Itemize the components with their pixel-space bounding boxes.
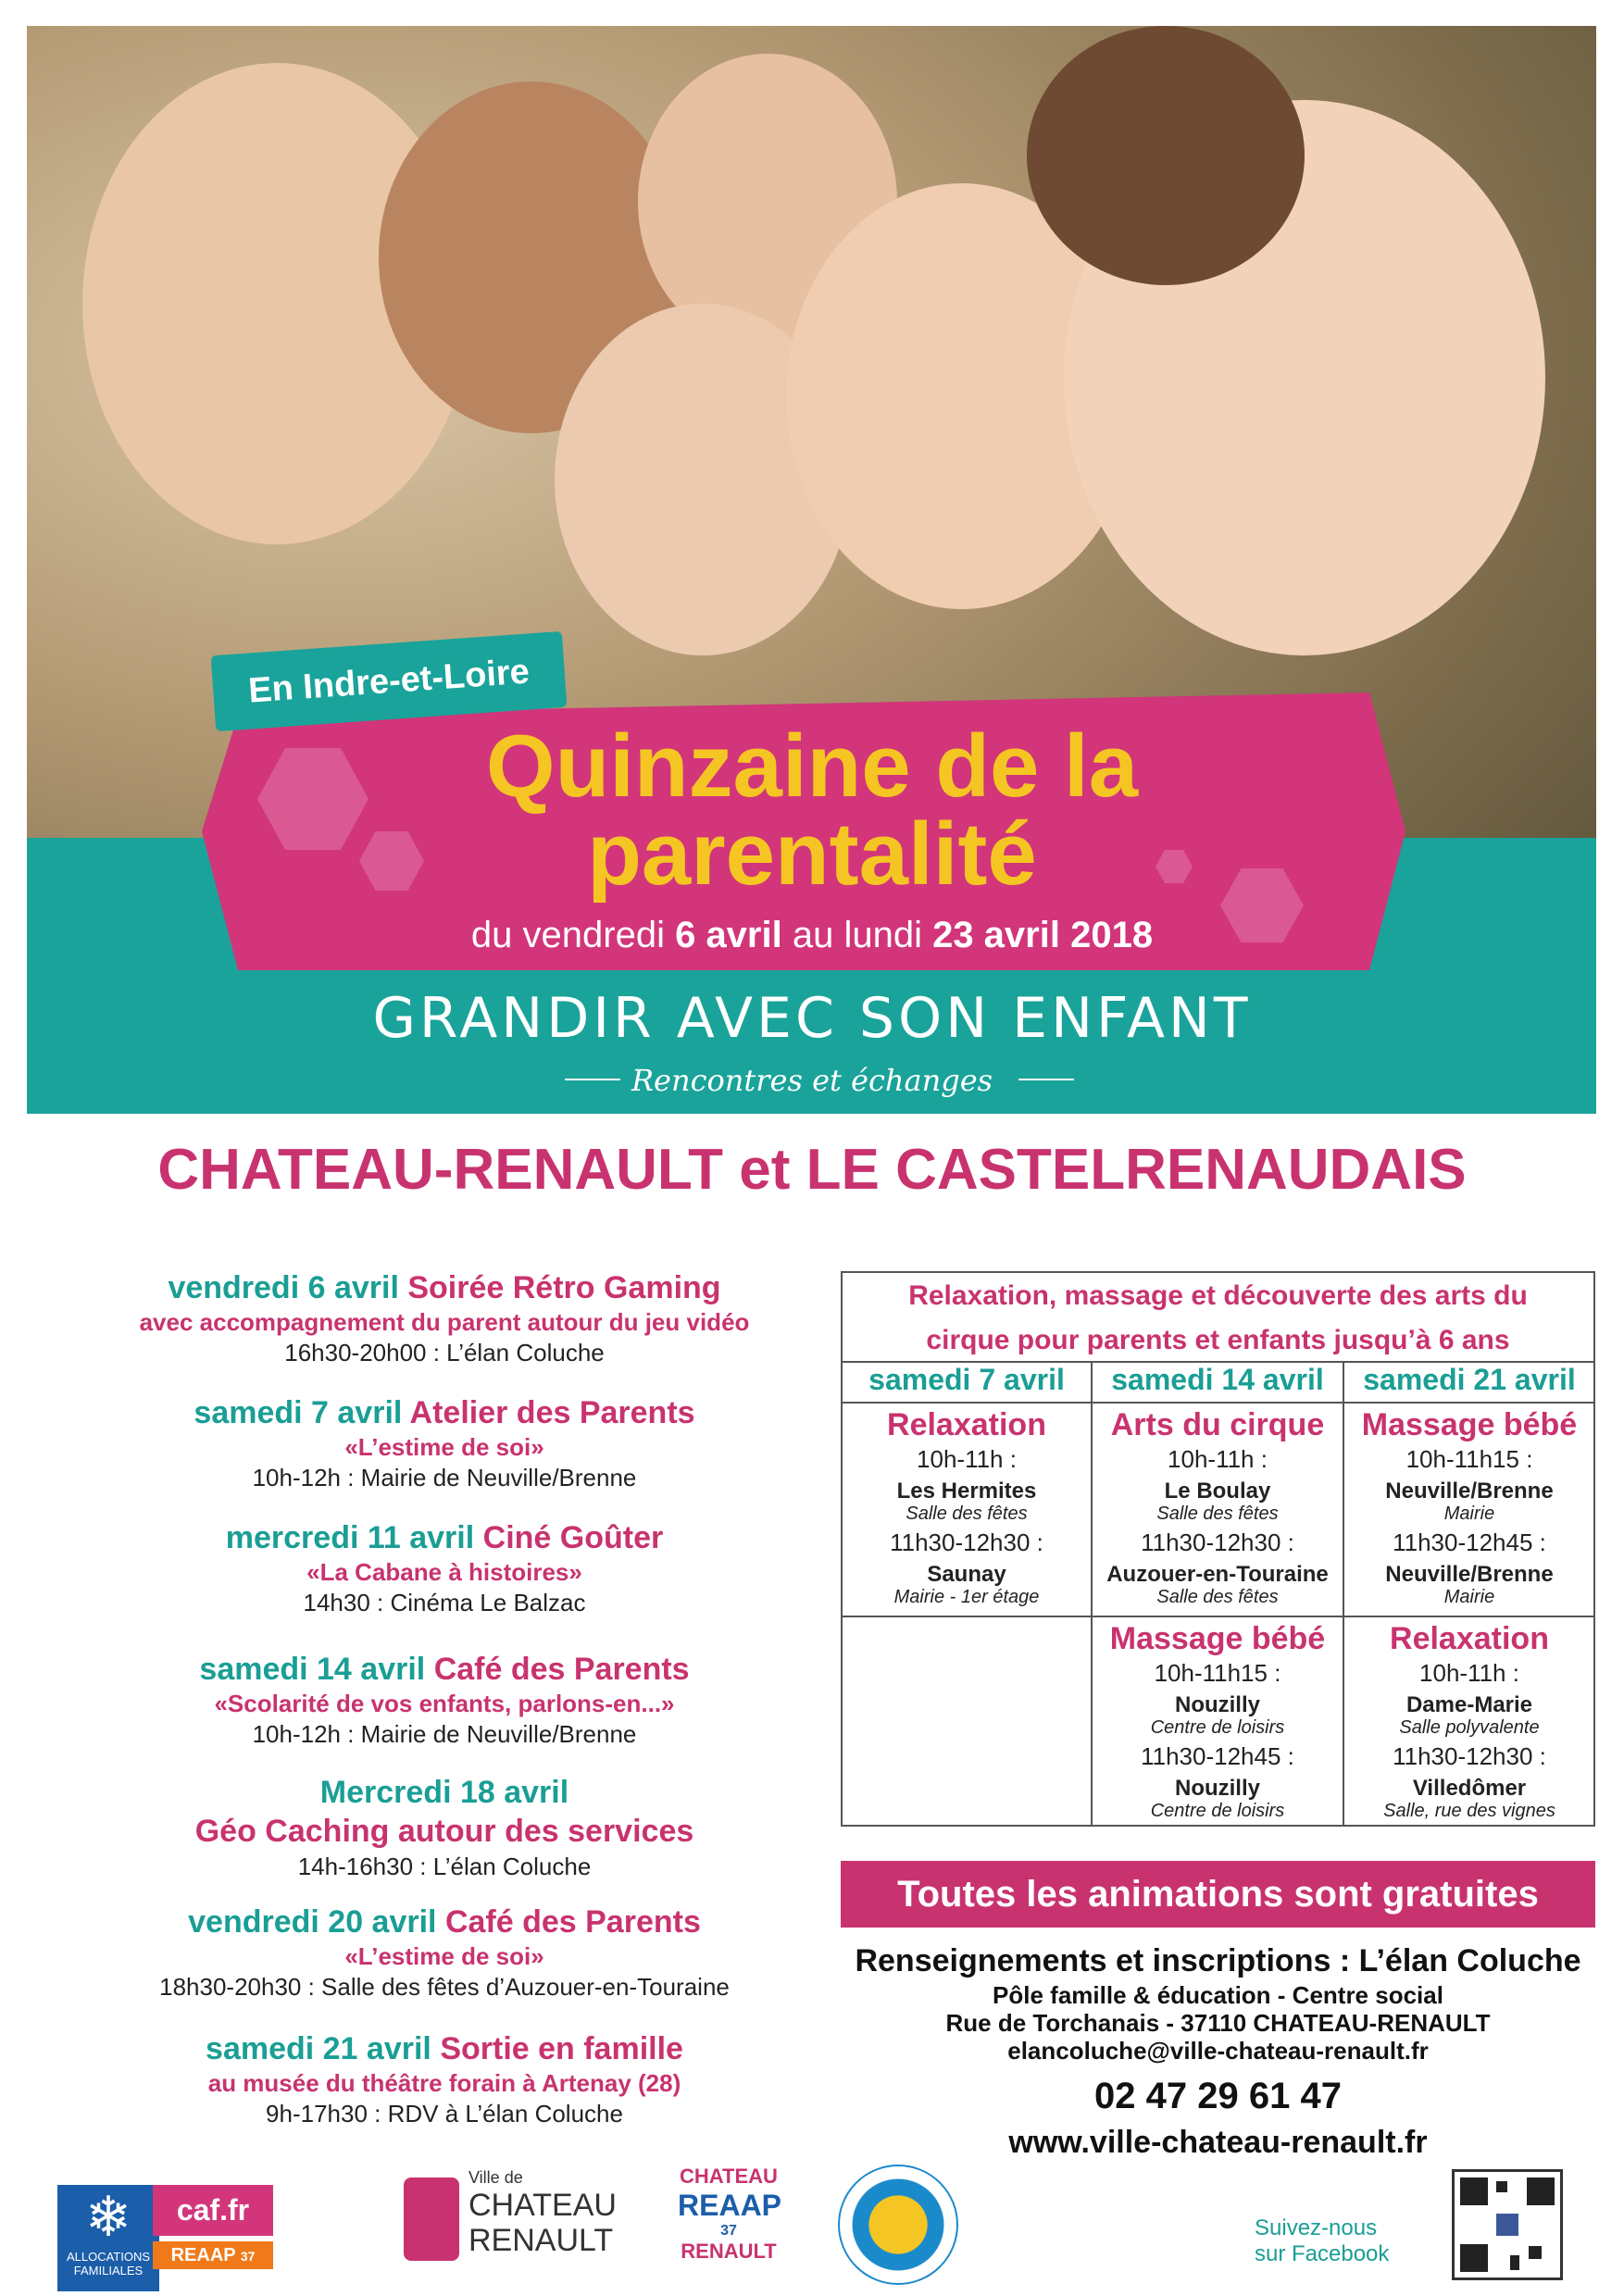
- column-header: samedi 21 avril: [1363, 1363, 1576, 1396]
- slogan-subtitle: Rencontres et échanges: [631, 1063, 993, 1098]
- region-tag: En Indre-et-Loire: [211, 631, 568, 731]
- table-cell: Arts du cirque 10h-11h : Le Boulay Salle des fêtes 11h30-12h30 : Auzouer-en-Touraine Salle des fêtes: [1106, 1407, 1329, 1607]
- table-cell: Massage bébé 10h-11h15 : Neuville/Brenne Mairie 11h30-12h45 : Neuville/Brenne Mairie: [1361, 1407, 1578, 1607]
- event-item: vendredi 6 avril Soirée Rétro Gaming avec accompagnement du parent autour du jeu vidéo 16h30-20h00 : L’élan Coluche: [139, 1270, 750, 1366]
- contact-address: Rue de Torchanais - 37110 CHATEAU-RENAULT: [945, 2009, 1491, 2037]
- event-item: samedi 7 avril Atelier des Parents «L’estime de soi» 10h-12h : Mairie de Neuville/Brenne: [194, 1395, 695, 1491]
- qr-code-icon[interactable]: [1452, 2169, 1563, 2280]
- caffr-logo: caf.fr REAAP 37: [153, 2185, 273, 2277]
- title-line-1: Quinzaine de la: [485, 717, 1139, 816]
- ville-chateau-renault-logo: Ville de CHATEAU RENAULT: [404, 2168, 626, 2270]
- website-link[interactable]: www.ville-chateau-renault.fr: [1008, 2125, 1428, 2160]
- event-item: mercredi 11 avril Ciné Goûter «La Cabane à histoires» 14h30 : Cinéma Le Balzac: [225, 1520, 664, 1616]
- caf-logo: ❄ ALLOCATIONS FAMILIALES: [57, 2185, 159, 2291]
- slogan: GRANDIR AVEC SON ENFANT: [372, 986, 1252, 1051]
- contact-block: [841, 1940, 1595, 2163]
- child-face: [1027, 26, 1305, 285]
- facebook-follow-text[interactable]: Suivez-nous sur Facebook: [1255, 2215, 1390, 2266]
- event-item: samedi 14 avril Café des Parents «Scolarité de vos enfants, parlons-en...» 10h-12h : Mairie de Neuville/Brenne: [199, 1652, 690, 1748]
- date-range: du vendredi 6 avril au lundi 23 avril 2018: [470, 915, 1154, 955]
- event-item: vendredi 20 avril Café des Parents «L’estime de soi» 18h30-20h30 : Salle des fêtes d’Auzouer-en-Touraine: [159, 1904, 730, 2001]
- reaap-badge-logo: CHATEAU REAAP 37 RENAULT: [678, 2165, 782, 2263]
- event-item: samedi 21 avril Sortie en famille au musée du théâtre forain à Artenay (28) 9h-17h30 : RDV à L’élan Coluche: [206, 2031, 683, 2128]
- free-notice: Toutes les animations sont gratuites: [841, 1861, 1595, 1928]
- contact-line: Pôle famille & éducation - Centre social: [993, 1981, 1443, 2009]
- title-line-2: parentalité: [587, 805, 1037, 904]
- table-cell: Massage bébé 10h-11h15 : Nouzilly Centre de loisirs 11h30-12h45 : Nouzilly Centre de loisirs: [1109, 1621, 1326, 1821]
- contact-heading: Renseignements et inscriptions : L’élan Coluche: [855, 1943, 1581, 1978]
- table-intro: Relaxation, massage et découverte des arts du cirque pour parents et enfants jusqu’à 6 ans: [908, 1280, 1528, 1355]
- contact-email[interactable]: elancoluche@ville-chateau-renault.fr: [1007, 2037, 1429, 2065]
- table-cell: Relaxation 10h-11h : Les Hermites Salle des fêtes 11h30-12h30 : Saunay Mairie - 1er étage: [887, 1407, 1046, 1607]
- communaute-communes-logo: [838, 2165, 958, 2285]
- column-header: samedi 7 avril: [868, 1363, 1065, 1396]
- event-item: Mercredi 18 avril Géo Caching autour des services 14h-16h30 : L’élan Coluche: [194, 1775, 694, 1880]
- page-heading: CHATEAU-RENAULT et LE CASTELRENAUDAIS: [157, 1138, 1467, 1202]
- contact-phone[interactable]: 02 47 29 61 47: [1094, 2076, 1342, 2116]
- table-cell: Relaxation 10h-11h : Dame-Marie Salle polyvalente 11h30-12h30 : Villedômer Salle, rue des vignes: [1383, 1621, 1555, 1821]
- column-header: samedi 14 avril: [1111, 1363, 1324, 1396]
